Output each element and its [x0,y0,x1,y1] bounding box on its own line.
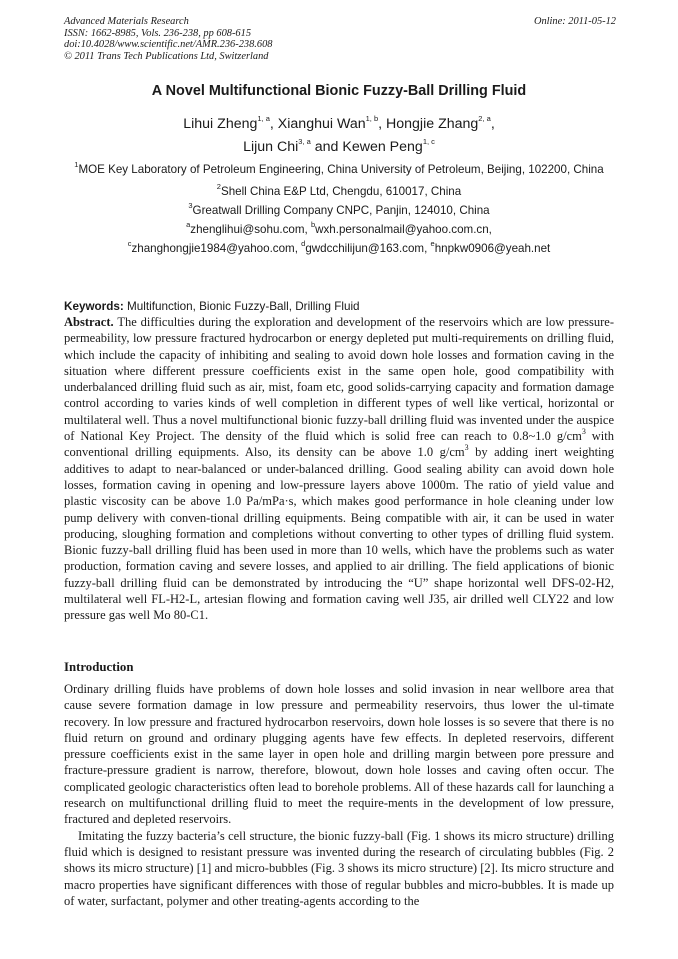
affiliation-1 [64,160,614,177]
journal-header [64,16,272,62]
unit-sup: 3 [464,443,469,453]
copyright-line: © 2011 Trans Tech Publications Ltd, Switzerland [64,50,269,62]
email-sup: b [310,220,316,230]
affiliation-text: Greatwall Drilling Company CNPC, Panjin, 124010, China [192,204,490,217]
author-sup: 2, a [478,114,491,124]
paper-title: A Novel Multifunctional Bionic Fuzzy-Ball Drilling Fluid [151,83,527,99]
author-sup: 1, a [257,114,270,124]
affiliation-text: MOE Key Laboratory of Petroleum Engineering, China University of Petroleum, Beijing, 102200, China [78,163,604,176]
author-sup: 1, b [365,114,379,124]
author-name: Kewen Peng [342,139,423,155]
online-date: Online: 2011-05-12 [533,16,616,27]
email-b[interactable]: wxh.personalmail@yahoo.com.cn, [315,223,492,236]
introduction-body [64,681,614,909]
email-e[interactable]: hnpkw0906@yeah.net [434,242,551,255]
author-sup: 1, c [422,137,435,147]
author-line-2 [64,136,614,159]
abstract-text: by adding inert weighting additives to adapt to near-balanced or under-balanced drilling. Good sealing ability can avoid down hole losses, formation caving in opening and low-pressure layers above 1000m. The ratio of yield value and plastic viscosity can be above 1.0 Pa/mPa·s, which makes good performance in hole cleaning under low pump delivery with conven-tional drilling equipments. Being compatible with air, it can be used in water producing, sloughing formation and completions without converting to other types of drilling fluid system. Bionic fuzzy-ball drilling fluid has been used in more than 10 wells, which have the problems such as water production, formation caving and severe losses, and applied to air drilling. The field applications of bionic fuzzy-ball drilling fluid can be demonstrated by introducing the “U” shape horizontal well DFS-02-H2, multilateral well FL-H2-L, artesian flowing and formation caving well J35, air drilled well CLY22 and low pressure gas well Mo 80-C1. [64,445,615,623]
email-line-1 [64,220,614,239]
abstract-text: with conventional drilling equipments. Also, its density can be above 1.0 g/cm [64,429,614,460]
keywords [64,299,614,314]
email-sup: c [127,239,132,249]
abstract-label: Abstract. [64,315,114,329]
author-separator: , [490,116,495,132]
author-list [64,113,614,159]
affiliation-2 [64,182,614,201]
email-sup: a [186,220,191,230]
affiliation-text: Shell China E&P Ltd, Chengdu, 610017, China [220,185,462,198]
unit-sup: 3 [581,426,586,436]
abstract [64,314,614,624]
affiliation-3 [64,201,614,220]
affiliation-list [64,160,614,258]
email-d[interactable]: gwdcchilijun@163.com, [305,242,428,255]
email-sup: e [430,239,435,249]
doi-line[interactable]: doi:10.4028/www.scientific.net/AMR.236-238.608 [64,39,273,50]
author-name: Lijun Chi [243,139,299,155]
email-line-2 [64,239,614,258]
author-separator: , [269,116,278,132]
issn-line: ISSN: 1662-8985, Vols. 236-238, pp 608-615 [64,27,252,39]
affiliation-sup: 2 [216,182,221,192]
abstract-text: The difficulties during the exploration and development of the reservoirs which are low pressure-permeability, low pressure fractured hydrocarbon or energy depleted put multi-requirements on drilling fluid, which include the capacity of inhibiting and sealing to avoid down hole losses and formation caving in the situation where different pressure coefficients exist in the same open hole, good compatibility with underbalanced drilling fluid such as air, mist, foam etc, good solids-carrying capacity and formation damage control according to varies kinds of well completion in different types of well like vertical, horizontal or multilateral well. Thus a novel multifunctional bionic fuzzy-ball drilling fluid was invented under the auspice of National Key Project. The density of the fluid which is solid free can reach to 0.8~1.0 g/cm [64,315,614,444]
email-c[interactable]: zhanghongjie1984@yahoo.com, [131,242,298,255]
author-name: Xianghui Wan [277,116,366,132]
email-a[interactable]: zhenglihui@sohu.com, [190,223,308,236]
author-name: Hongjie Zhang [386,116,479,132]
author-separator: and [310,139,343,155]
paragraph: Ordinary drilling fluids have problems of down hole losses and solid invasion in near wellbore area that cause severe formation damage in low pressure and permeability reservoirs, thus lower the ul-timate recovery. In low pressure and fractured hydrocarbon reservoirs, down hole losses is so severe that there is no fluid return on ground and ordinary plugging agents have few effects. In depleted reservoirs, different pressure coefficients exist in the same layer in open hole and drilling margin between pore pressure and fracture-pressure gradient is narrow, therefore, blowout, down hole losses and caving often occur. The complicated geologic characteristics often lead to borehole problems. All of these hazards call for launching a research on multifunctional drilling fluid to meet the require-ments in the development of low pressure, fractured and depleted reservoirs. [64,682,614,827]
affiliation-sup: 1 [74,160,79,170]
author-sup: 3, a [298,137,311,147]
affiliation-sup: 3 [188,201,193,211]
author-line-1 [64,113,614,136]
paragraph: Imitating the fuzzy bacteria’s cell structure, the bionic fuzzy-ball (Fig. 1 shows its micro structure) drilling fluid which is designed to resistant pressure was invented during the research of circulating bubbles (Fig. 2 shows its micro structure) [1] and micro-bubbles (Fig. 3 shows its micro structure) [2]. Its micro structure and macro properties have significant differences with those of regular bubbles and micro-bubbles. It is made up of water, surfactant, polymer and other treating-agents according to the [64,828,614,908]
keywords-label: Keywords: [64,300,124,313]
section-heading: Introduction [64,660,134,674]
email-sup: d [301,239,306,249]
author-separator: , [378,116,387,132]
author-name: Lihui Zheng [183,116,258,132]
keywords-text: Multifunction, Bionic Fuzzy-Ball, Drilling Fluid [127,300,360,313]
journal-name: Advanced Materials Research [64,16,189,27]
